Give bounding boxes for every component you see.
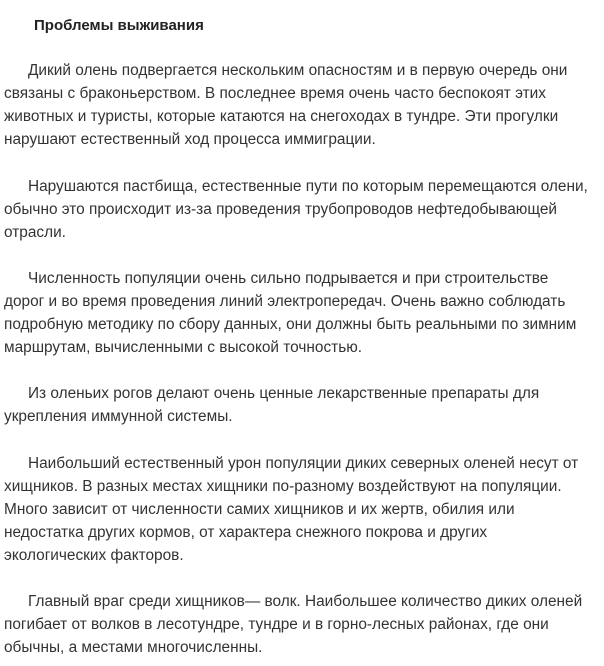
paragraph-line: хищников. В разных местах хищники по-разному воздействуют на популяции. xyxy=(4,478,562,495)
paragraph-line: нарушают естественный ход процесса иммиграции. xyxy=(4,131,376,148)
paragraph-line: недостатка других кормов, от характера снежного покрова и других xyxy=(4,524,488,541)
paragraph-line: погибает от волков в лесотундре, тундре и в горно-лесных районах, где они xyxy=(4,616,549,633)
paragraph-line: Нарушаются пастбища, естественные пути по которым перемещаются олени, xyxy=(28,178,588,195)
article-heading: Проблемы выживания xyxy=(34,17,204,34)
paragraph-1 xyxy=(4,59,604,151)
paragraph-line: обычны, а местами многочисленны. xyxy=(4,639,263,656)
paragraph-line: обычно это происходит из-за проведения трубопроводов нефтедобывающей xyxy=(4,201,558,218)
paragraph-3 xyxy=(4,267,604,359)
paragraph-line: Дикий олень подвергается нескольким опасностям и в первую очередь они xyxy=(28,62,568,79)
paragraph-2 xyxy=(4,175,604,244)
paragraph-line: животных и туристы, которые катаются на снегоходах в тундре. Эти прогулки xyxy=(4,108,559,125)
paragraph-line: дорог и во время проведения линий электропередач. Очень важно соблюдать xyxy=(4,293,566,310)
paragraph-line: Наибольший естественный урон популяции диких северных оленей несут от xyxy=(28,455,579,472)
paragraph-line: подробную методику по сбору данных, они должны быть реальными по зимним xyxy=(4,316,577,333)
paragraph-line: Численность популяции очень сильно подрывается и при строительстве xyxy=(28,270,549,287)
paragraph-line: экологических факторов. xyxy=(4,547,184,564)
paragraph-6 xyxy=(4,590,604,659)
paragraph-line: отрасли. xyxy=(4,224,66,241)
paragraph-4 xyxy=(4,382,604,428)
paragraph-line: укрепления иммунной системы. xyxy=(4,408,233,425)
paragraph-line: маршрутам, вычисленными с высокой точностью. xyxy=(4,339,363,356)
paragraph-line: Из оленьих рогов делают очень ценные лекарственные препараты для xyxy=(28,385,540,402)
paragraph-line: связаны с браконьерством. В последнее время очень часто беспокоят этих xyxy=(4,85,546,102)
paragraph-line: Главный враг среди хищников— волк. Наибольшее количество диких оленей xyxy=(28,593,583,610)
paragraph-line: Много зависит от численности самих хищников и их жертв, обилия или xyxy=(4,501,515,518)
paragraph-5 xyxy=(4,452,604,567)
